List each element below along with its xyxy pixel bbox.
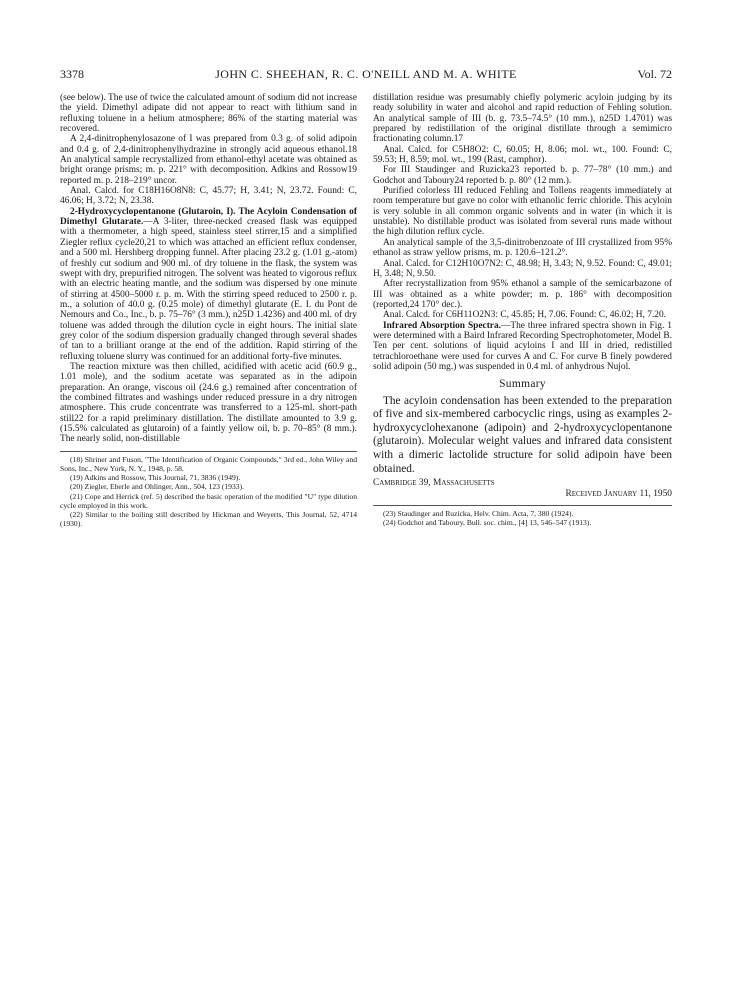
paragraph: Purified colorless III reduced Fehling and Tollens reagents immediately at room temperature but gave no color with ethanolic ferric chloride. This acyloin is very soluble in all common organic solvents and in water (in which it is unstable). No distillable product was isolated from several runs made without the high dilution reflux cycle. <box>373 186 672 238</box>
footnote-divider <box>373 505 672 506</box>
left-column <box>60 93 357 528</box>
section-heading: Infrared Absorption Spectra. <box>383 320 502 331</box>
footnote: (24) Godchot and Taboury, Bull. soc. chim., [4] 13, 546–547 (1913). <box>383 518 592 528</box>
section-paragraph <box>60 207 357 362</box>
section-heading: 2-Hydroxycyclopentanone (Glutaroin, I). The Acyloin Condensation of Dimethyl Glutarate. <box>60 206 357 228</box>
running-head-authors: JOHN C. SHEEHAN, R. C. O'NEILL AND M. A. WHITE <box>215 67 517 81</box>
footnote: (23) Staudinger and Ruzicka, Helv. Chim. Acta, 7, 380 (1924). <box>383 508 574 518</box>
section-body: —The three infrared spectra shown in Fig. 1 were determined with a Baird Infrared Recording Spectrophotometer, Model B. Ten per cent. solutions of liquid acyloins I and III in dried, redistilled tetrachloroethane were used for curves A and C. For curve B finely powdered solid adipoin (50 mg.) was suspended in 0.4 ml. of anhydrous Nujol. <box>373 320 672 372</box>
volume-number: Vol. 72 <box>637 67 672 81</box>
analysis-paragraph: Anal. Calcd. for C5H8O2: C, 60.05; H, 8.06; mol. wt., 100. Found: C, 59.53; H, 8.59; mol. wt., 199 (Rast, camphor). <box>373 144 672 166</box>
right-column <box>373 93 672 527</box>
summary-heading: Summary <box>499 378 546 391</box>
paragraph: A 2,4-dinitrophenylosazone of I was prepared from 0.3 g. of solid adipoin and 0.4 g. of 2,4-dinitrophenylhydrazine in strongly acid aqueous ethanol.18 An analytical sample recrystallized from ethanol-ethyl acetate was obtained as bright orange prisms; m. p. 221° with decomposition. Adkins and Rossow19 reported m. p. 218–219° uncor. <box>60 134 357 186</box>
footnote: (19) Adkins and Rossow, This Journal, 71, 3836 (1949). <box>70 473 241 483</box>
analysis-paragraph: Anal. Calcd. for C18H16O8N8: C, 45.77; H, 3.41; N, 23.72. Found: C, 46.06; H, 3.72; N, 23.38. <box>60 186 357 207</box>
paragraph: The reaction mixture was then chilled, acidified with acetic acid (60.9 g., 1.01 mole), and the sodium acetate was separated as in the adipoin preparation. An orange, viscous oil (24.6 g.) remained after concentration of the combined filtrates and washings under reduced pressure in a dry nitrogen atmosphere. This crude concentrate was transferred to a 125-ml. short-path still22 for a rapid preliminary distillation. The distillate amounted to 3.9 g. (15.5% calculated as glutaroin) of a faintly yellow oil, b. p. 70–85° (8 mm.). The nearly solid, non-distillable <box>60 361 357 445</box>
paragraph: For III Staudinger and Ruzicka23 reported b. p. 77–78° (10 mm.) and Godchot and Taboury24 reported b. p. 80° (12 mm.). <box>373 165 672 186</box>
paragraph: An analytical sample of the 3,5-dinitrobenzoate of III crystallized from 95% ethanol as straw yellow prisms, m. p. 120.6–121.2°. <box>373 237 672 259</box>
footnote: (22) Similar to the boiling still described by Hickman and Weyerts, This Journal, 52, 4714 (1930). <box>60 509 357 529</box>
affiliation-place: Cambridge 39, Massachusetts <box>373 478 495 489</box>
section-paragraph <box>373 321 672 373</box>
paragraph: (see below). The use of twice the calculated amount of sodium did not increase the yield. Dimethyl adipate did not appear to react with lithium sand in refluxing toluene in a helium atmosphere; 86% of the starting material was recovered. <box>60 93 357 135</box>
received-date: Received January 11, 1950 <box>565 488 672 499</box>
analysis-paragraph: Anal. Calcd. for C12H10O7N2: C, 48.98; H, 3.43; N, 9.52. Found: C, 49.01; H, 3.48; N, 9.50. <box>373 258 672 279</box>
analysis-paragraph: Anal. Calcd. for C6H11O2N3: C, 45.85; H, 7.06. Found: C, 46.02; H, 7.20. <box>383 310 666 321</box>
footnote: (21) Cope and Herrick (ref. 5) described the basic operation of the modified "U" type dilution cycle employed in this work. <box>60 491 357 510</box>
paragraph: distillation residue was presumably chiefly polymeric acyloin judging by its ready solubility in water and alcohol and rapid reduction of Fehling solution. An analytical sample of III (b. g. 73.5–74.5° (10 mm.), n25D 1.4701) was prepared by redistillation of the original distillate through a semimicro fractionating column.17 <box>373 93 672 145</box>
summary-text: The acyloin condensation has been extended to the preparation of five and six-membered carbocyclic rings, using as examples 2-hydroxycyclohexanone (adipoin) and 2-hydroxycyclopentanone (glutaroin). Molecular weight values and infrared data consistent with a dimeric lactolide structure for solid adipoin have been obtained. <box>373 394 672 475</box>
page-header <box>60 66 672 82</box>
page-number: 3378 <box>60 67 84 81</box>
footnote: (18) Shriner and Fuson, "The Identification of Organic Compounds," 3rd ed., John Wiley and Sons, Inc., New York, N. Y., 1948, p. 58. <box>60 454 357 473</box>
footnote: (20) Ziegler, Eberle and Ohlinger, Ann., 504, 123 (1933). <box>70 482 245 492</box>
paragraph: After recrystallization from 95% ethanol a sample of the semicarbazone of III was obtained as a white powder; m. p. 186° with decomposition (reported,24 170° dec.). <box>373 279 672 310</box>
section-body: —A 3-liter, three-necked creased flask was equipped with a thermometer, a high speed, stainless steel stirrer,15 and a simplified Ziegler reflux cycle20,21 to which was attached an efficient reflux condenser, and a 500 ml. Hershberg dropping funnel. After placing 23.2 g. (1.01 g.-atom) of freshly cut sodium and 900 ml. of dry toluene in the flask, the system was swept with dry, prepurified nitrogen. The solvent was heated to vigorous reflux with an electric heating mantle, and the sodium was dispersed by one minute of stirring at 4500–5000 r. p. m. With the stirring speed reduced to 2500 r. p. m., a solution of 40.0 g. (0.25 mole) of dimethyl glutarate (E. I. du Pont de Nemours and Co., Inc., b. p. 75–76° (3 mm.), n25D 1.4236) and 400 ml. of dry toluene was added through the dilution cycle in eight hours. The initial slate grey color of the sodium dispersion gradually changed through several shades of tan to a brilliant orange at the end of the addition. Rapid stirring of the refluxing toluene slurry was continued for an additional forty-five minutes. <box>60 217 357 362</box>
footnote-divider <box>60 451 357 452</box>
